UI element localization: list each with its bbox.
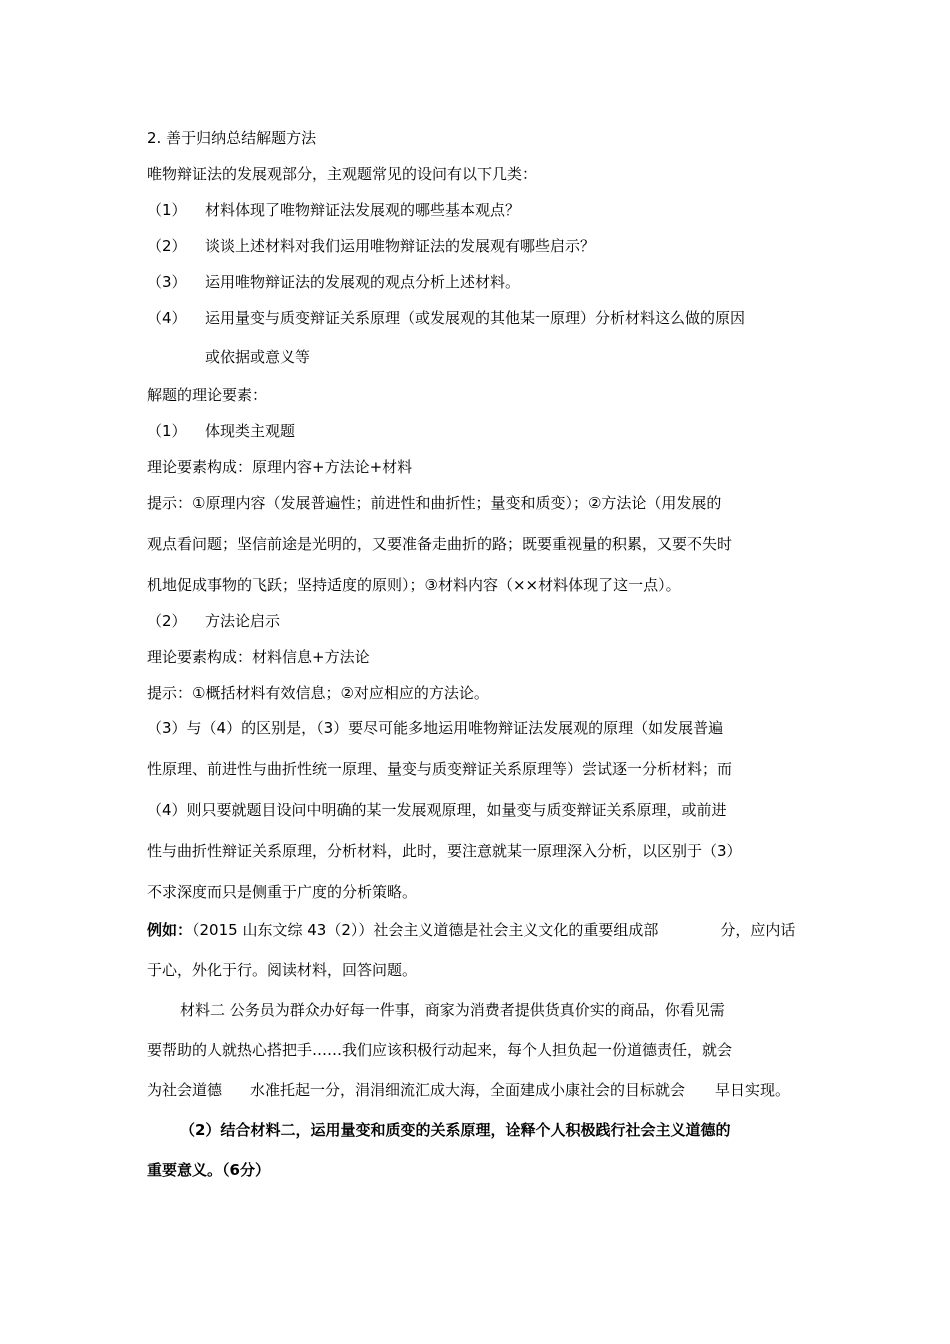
type2-heading <box>147 611 280 631</box>
material-segment: 早日实现。 <box>715 1081 791 1099</box>
question-number: （3） <box>147 273 187 291</box>
question-item <box>147 272 520 292</box>
elements-title: 解题的理论要素： <box>147 386 268 404</box>
material-line: 要帮助的人就热心搭把手……我们应该积极行动起来，每个人担负起一份道德责任，就会 <box>147 1041 733 1059</box>
question-number: （4） <box>147 309 187 327</box>
type2-number: （2） <box>147 612 187 630</box>
type2-tip: 提示：①概括材料有效信息；②对应相应的方法论。 <box>147 684 489 702</box>
section-heading: 2. 善于归纳总结解题方法 <box>147 129 317 147</box>
material-line <box>147 1080 790 1100</box>
task-line: （2）结合材料二，运用量变和质变的关系原理，诠释个人积极践行社会主义道德的 <box>180 1121 731 1139</box>
difference-line: （4）则只要就题目设问中明确的某一发展观原理，如量变与质变辩证关系原理，或前进 <box>147 801 727 819</box>
material-segment: 为社会道德 <box>147 1081 223 1099</box>
example-line <box>147 920 795 940</box>
question-text: 谈谈上述材料对我们运用唯物辩证法的发展观有哪些启示？ <box>205 237 596 255</box>
type1-number: （1） <box>147 422 187 440</box>
type1-tip-line: 观点看问题；坚信前途是光明的，又要准备走曲折的路；既要重视量的积累，又要不失时 <box>147 535 733 553</box>
type1-tip-line: 提示：①原理内容（发展普遍性；前进性和曲折性；量变和质变）；②方法论（用发展的 <box>147 494 722 512</box>
example-label: 例如： <box>147 921 193 939</box>
question-continuation: 或依据或意义等 <box>205 348 311 366</box>
example-source: （2015 山东文综 43（2））社会主义道德是社会主义文化的重要组成部 <box>192 921 659 939</box>
question-item <box>147 236 595 256</box>
intro-text: 唯物辩证法的发展观部分，主观题常见的设问有以下几类： <box>147 165 538 183</box>
question-item <box>147 308 745 328</box>
difference-line: 不求深度而只是侧重于广度的分析策略。 <box>147 883 418 901</box>
question-text: 运用唯物辩证法的发展观的观点分析上述材料。 <box>205 273 521 291</box>
question-number: （1） <box>147 201 187 219</box>
type2-compose: 理论要素构成：材料信息+方法论 <box>147 648 370 666</box>
type1-title: 体现类主观题 <box>205 422 296 440</box>
difference-line: 性原理、前进性与曲折性统一原理、量变与质变辩证关系原理等）尝试逐一分析材料；而 <box>147 760 733 778</box>
type1-heading <box>147 421 295 441</box>
task-line: 重要意义。（6分） <box>147 1161 270 1179</box>
material-line: 材料二 公务员为群众办好每一件事，商家为消费者提供货真价实的商品，你看见需 <box>180 1001 725 1019</box>
question-text: 材料体现了唯物辩证法发展观的哪些基本观点？ <box>205 201 521 219</box>
type2-title: 方法论启示 <box>205 612 281 630</box>
difference-line: 性与曲折性辩证关系原理，分析材料，此时，要注意就某一原理深入分析，以区别于（3） <box>147 842 742 860</box>
difference-line: （3）与（4）的区别是，（3）要尽可能多地运用唯物辩证法发展观的原理（如发展普遍 <box>147 719 724 737</box>
question-text: 运用量变与质变辩证关系原理（或发展观的其他某一原理）分析材料这么做的原因 <box>205 309 746 327</box>
type1-tip-line: 机地促成事物的飞跃；坚持适度的原则）；③材料内容（××材料体现了这一点）。 <box>147 576 681 594</box>
question-item <box>147 200 520 220</box>
example-line: 于心，外化于行。阅读材料，回答问题。 <box>147 961 418 979</box>
question-number: （2） <box>147 237 187 255</box>
example-source-end: 分，应内话 <box>720 921 796 939</box>
type1-compose: 理论要素构成：原理内容+方法论+材料 <box>147 458 413 476</box>
material-segment: 水准托起一分，涓涓细流汇成大海，全面建成小康社会的目标就会 <box>250 1081 686 1099</box>
